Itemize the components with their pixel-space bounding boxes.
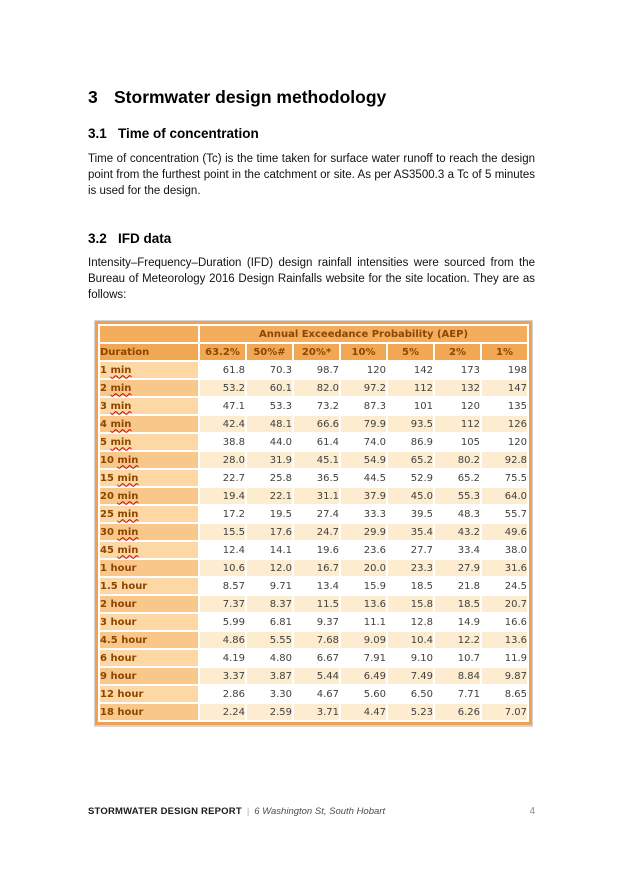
- table-row: [100, 704, 527, 720]
- value-cell: 10.4: [388, 632, 433, 648]
- value-cell: 101: [388, 398, 433, 414]
- value-cell: 23.3: [388, 560, 433, 576]
- spellcheck-underline: min: [117, 526, 139, 538]
- value-cell: 61.8: [200, 362, 245, 378]
- value-cell: 198: [482, 362, 527, 378]
- value-cell: 105: [435, 434, 480, 450]
- footer-address: 6 Washington St, South Hobart: [254, 806, 386, 817]
- probability-header-cell: 50%#: [247, 344, 292, 360]
- table-row: [100, 542, 527, 558]
- value-cell: 2.59: [247, 704, 292, 720]
- value-cell: 5.44: [294, 668, 339, 684]
- table-row: [100, 470, 527, 486]
- value-cell: 49.6: [482, 524, 527, 540]
- value-cell: 2.24: [200, 704, 245, 720]
- value-cell: 70.3: [247, 362, 292, 378]
- duration-unit: hour: [121, 634, 148, 646]
- value-cell: 142: [388, 362, 433, 378]
- value-cell: 6.81: [247, 614, 292, 630]
- paragraph-time-of-concentration: Time of concentration (Tc) is the time taken for surface water runoff to reach the design point from the furthest point in the catchment or site. As per AS3500.3 a Tc of 5 minutes is used for the design.: [88, 153, 535, 197]
- value-cell: 173: [435, 362, 480, 378]
- value-cell: 6.49: [341, 668, 386, 684]
- value-cell: 98.7: [294, 362, 339, 378]
- table-row: [100, 416, 527, 432]
- value-cell: 23.6: [341, 542, 386, 558]
- duration-header-cell: Duration: [100, 344, 198, 360]
- value-cell: 13.6: [341, 596, 386, 612]
- value-cell: 18.5: [388, 578, 433, 594]
- value-cell: 7.07: [482, 704, 527, 720]
- value-cell: 112: [435, 416, 480, 432]
- spellcheck-underline: min: [110, 364, 132, 376]
- table-row: [100, 596, 527, 612]
- table-row: [100, 506, 527, 522]
- value-cell: 8.37: [247, 596, 292, 612]
- value-cell: 44.0: [247, 434, 292, 450]
- value-cell: 4.67: [294, 686, 339, 702]
- value-cell: 13.6: [482, 632, 527, 648]
- value-cell: 5.55: [247, 632, 292, 648]
- value-cell: 3.37: [200, 668, 245, 684]
- value-cell: 7.49: [388, 668, 433, 684]
- table-row: [100, 686, 527, 702]
- value-cell: 52.9: [388, 470, 433, 486]
- value-cell: 25.8: [247, 470, 292, 486]
- value-cell: 15.8: [388, 596, 433, 612]
- section-heading-ifd-data: [88, 230, 535, 247]
- value-cell: 80.2: [435, 452, 480, 468]
- duration-unit: hour: [110, 616, 137, 628]
- duration-cell: 10 min: [100, 452, 198, 468]
- spellcheck-underline: min: [110, 436, 132, 448]
- value-cell: 48.1: [247, 416, 292, 432]
- value-cell: 11.1: [341, 614, 386, 630]
- value-cell: 12.4: [200, 542, 245, 558]
- spellcheck-underline: min: [110, 418, 132, 430]
- value-cell: 75.5: [482, 470, 527, 486]
- table-row: [100, 380, 527, 396]
- value-cell: 7.91: [341, 650, 386, 666]
- table-row: [100, 434, 527, 450]
- value-cell: 27.4: [294, 506, 339, 522]
- value-cell: 9.09: [341, 632, 386, 648]
- value-cell: 17.2: [200, 506, 245, 522]
- probability-header-cell: 1%: [482, 344, 527, 360]
- value-cell: 7.71: [435, 686, 480, 702]
- value-cell: 5.60: [341, 686, 386, 702]
- value-cell: 10.6: [200, 560, 245, 576]
- table-row: [100, 488, 527, 504]
- value-cell: 3.87: [247, 668, 292, 684]
- duration-cell: 1 min: [100, 362, 198, 378]
- heading-number: 3: [88, 87, 98, 107]
- table-row: [100, 668, 527, 684]
- value-cell: 4.86: [200, 632, 245, 648]
- value-cell: 35.4: [388, 524, 433, 540]
- value-cell: 6.67: [294, 650, 339, 666]
- spellcheck-underline: min: [117, 490, 139, 502]
- value-cell: 36.5: [294, 470, 339, 486]
- value-cell: 8.65: [482, 686, 527, 702]
- value-cell: 31.9: [247, 452, 292, 468]
- value-cell: 33.4: [435, 542, 480, 558]
- value-cell: 27.9: [435, 560, 480, 576]
- value-cell: 61.4: [294, 434, 339, 450]
- duration-cell: 2 min: [100, 380, 198, 396]
- duration-unit: hour: [117, 706, 144, 718]
- probability-header-cell: 5%: [388, 344, 433, 360]
- duration-cell: 12 hour: [100, 686, 198, 702]
- table-header-row: [100, 326, 527, 342]
- value-cell: 12.2: [435, 632, 480, 648]
- duration-cell: 4.5 hour: [100, 632, 198, 648]
- value-cell: 28.0: [200, 452, 245, 468]
- value-cell: 8.84: [435, 668, 480, 684]
- value-cell: 64.0: [482, 488, 527, 504]
- value-cell: 126: [482, 416, 527, 432]
- probability-header-cell: 20%*: [294, 344, 339, 360]
- value-cell: 6.26: [435, 704, 480, 720]
- value-cell: 4.47: [341, 704, 386, 720]
- value-cell: 39.5: [388, 506, 433, 522]
- spellcheck-underline: min: [117, 472, 139, 484]
- value-cell: 14.1: [247, 542, 292, 558]
- value-cell: 3.71: [294, 704, 339, 720]
- spellcheck-underline: min: [110, 382, 132, 394]
- value-cell: 16.7: [294, 560, 339, 576]
- value-cell: 2.86: [200, 686, 245, 702]
- duration-cell: 6 hour: [100, 650, 198, 666]
- spellcheck-underline: min: [110, 400, 132, 412]
- value-cell: 24.7: [294, 524, 339, 540]
- footer-separator: |: [246, 806, 250, 817]
- section-title: Time of concentration: [118, 126, 259, 141]
- value-cell: 12.8: [388, 614, 433, 630]
- value-cell: 97.2: [341, 380, 386, 396]
- duration-cell: 45 min: [100, 542, 198, 558]
- value-cell: 120: [435, 398, 480, 414]
- value-cell: 15.9: [341, 578, 386, 594]
- page-number: 4: [529, 806, 535, 817]
- value-cell: 43.2: [435, 524, 480, 540]
- value-cell: 65.2: [435, 470, 480, 486]
- page-footer: [88, 806, 535, 817]
- duration-cell: 5 min: [100, 434, 198, 450]
- value-cell: 9.37: [294, 614, 339, 630]
- value-cell: 66.6: [294, 416, 339, 432]
- value-cell: 53.2: [200, 380, 245, 396]
- value-cell: 8.57: [200, 578, 245, 594]
- value-cell: 27.7: [388, 542, 433, 558]
- value-cell: 21.8: [435, 578, 480, 594]
- value-cell: 9.87: [482, 668, 527, 684]
- duration-cell: 2 hour: [100, 596, 198, 612]
- table-row: [100, 578, 527, 594]
- duration-cell: 3 hour: [100, 614, 198, 630]
- value-cell: 86.9: [388, 434, 433, 450]
- table-corner-cell: [100, 326, 198, 342]
- duration-cell: 20 min: [100, 488, 198, 504]
- value-cell: 20.0: [341, 560, 386, 576]
- value-cell: 48.3: [435, 506, 480, 522]
- duration-unit: hour: [117, 688, 144, 700]
- value-cell: 37.9: [341, 488, 386, 504]
- value-cell: 22.7: [200, 470, 245, 486]
- value-cell: 18.5: [435, 596, 480, 612]
- heading-text: Stormwater design methodology: [114, 87, 387, 107]
- value-cell: 15.5: [200, 524, 245, 540]
- duration-cell: 4 min: [100, 416, 198, 432]
- value-cell: 33.3: [341, 506, 386, 522]
- duration-unit: hour: [110, 598, 137, 610]
- value-cell: 42.4: [200, 416, 245, 432]
- table-row: [100, 452, 527, 468]
- value-cell: 120: [341, 362, 386, 378]
- ifd-data-table: [95, 321, 532, 725]
- value-cell: 73.2: [294, 398, 339, 414]
- spellcheck-underline: min: [117, 454, 139, 466]
- value-cell: 4.19: [200, 650, 245, 666]
- value-cell: 20.7: [482, 596, 527, 612]
- value-cell: 93.5: [388, 416, 433, 432]
- value-cell: 74.0: [341, 434, 386, 450]
- value-cell: 14.9: [435, 614, 480, 630]
- value-cell: 65.2: [388, 452, 433, 468]
- table-row: [100, 614, 527, 630]
- duration-cell: 25 min: [100, 506, 198, 522]
- duration-cell: 15 min: [100, 470, 198, 486]
- value-cell: 10.7: [435, 650, 480, 666]
- value-cell: 53.3: [247, 398, 292, 414]
- value-cell: 6.50: [388, 686, 433, 702]
- table-row: [100, 524, 527, 540]
- table-row: [100, 650, 527, 666]
- value-cell: 5.99: [200, 614, 245, 630]
- duration-cell: 18 hour: [100, 704, 198, 720]
- duration-cell: 9 hour: [100, 668, 198, 684]
- duration-unit: hour: [121, 580, 148, 592]
- probability-header-cell: 63.2%: [200, 344, 245, 360]
- value-cell: 9.10: [388, 650, 433, 666]
- duration-cell: 1 hour: [100, 560, 198, 576]
- value-cell: 24.5: [482, 578, 527, 594]
- value-cell: 17.6: [247, 524, 292, 540]
- value-cell: 11.5: [294, 596, 339, 612]
- value-cell: 112: [388, 380, 433, 396]
- value-cell: 38.8: [200, 434, 245, 450]
- value-cell: 31.6: [482, 560, 527, 576]
- document-page: [88, 0, 535, 732]
- section-heading-time-of-concentration: [88, 125, 535, 142]
- duration-unit: hour: [110, 562, 137, 574]
- ifd-table: [94, 320, 533, 727]
- probability-header-cell: 10%: [341, 344, 386, 360]
- value-cell: 120: [482, 434, 527, 450]
- table-row: [100, 362, 527, 378]
- value-cell: 13.4: [294, 578, 339, 594]
- duration-cell: 1.5 hour: [100, 578, 198, 594]
- value-cell: 55.3: [435, 488, 480, 504]
- table-title-cell: Annual Exceedance Probability (AEP): [200, 326, 527, 342]
- duration-cell: 3 min: [100, 398, 198, 414]
- value-cell: 44.5: [341, 470, 386, 486]
- value-cell: 7.37: [200, 596, 245, 612]
- value-cell: 11.9: [482, 650, 527, 666]
- value-cell: 132: [435, 380, 480, 396]
- value-cell: 79.9: [341, 416, 386, 432]
- table-subheader-row: [100, 344, 527, 360]
- value-cell: 5.23: [388, 704, 433, 720]
- value-cell: 12.0: [247, 560, 292, 576]
- value-cell: 29.9: [341, 524, 386, 540]
- value-cell: 19.6: [294, 542, 339, 558]
- value-cell: 38.0: [482, 542, 527, 558]
- value-cell: 47.1: [200, 398, 245, 414]
- value-cell: 92.8: [482, 452, 527, 468]
- value-cell: 82.0: [294, 380, 339, 396]
- value-cell: 16.6: [482, 614, 527, 630]
- value-cell: 4.80: [247, 650, 292, 666]
- value-cell: 22.1: [247, 488, 292, 504]
- value-cell: 54.9: [341, 452, 386, 468]
- probability-header-cell: 2%: [435, 344, 480, 360]
- paragraph-ifd-data: Intensity–Frequency–Duration (IFD) design rainfall intensities were sourced from the Bureau of Meteorology 2016 Design Rainfalls website for the site location. They are as follows:: [88, 257, 535, 301]
- section-number: 3.2: [88, 231, 107, 246]
- value-cell: 19.5: [247, 506, 292, 522]
- value-cell: 60.1: [247, 380, 292, 396]
- value-cell: 9.71: [247, 578, 292, 594]
- duration-unit: hour: [110, 670, 137, 682]
- value-cell: 45.0: [388, 488, 433, 504]
- spellcheck-underline: min: [117, 544, 139, 556]
- footer-report-title: STORMWATER DESIGN REPORT: [88, 806, 242, 817]
- value-cell: 147: [482, 380, 527, 396]
- value-cell: 7.68: [294, 632, 339, 648]
- duration-cell: 30 min: [100, 524, 198, 540]
- duration-unit: hour: [110, 652, 137, 664]
- value-cell: 31.1: [294, 488, 339, 504]
- value-cell: 87.3: [341, 398, 386, 414]
- value-cell: 45.1: [294, 452, 339, 468]
- table-row: [100, 398, 527, 414]
- value-cell: 135: [482, 398, 527, 414]
- value-cell: 3.30: [247, 686, 292, 702]
- section-number: 3.1: [88, 126, 107, 141]
- section-title: IFD data: [118, 231, 172, 246]
- table-row: [100, 560, 527, 576]
- page-title: [88, 86, 535, 108]
- table-row: [100, 632, 527, 648]
- spellcheck-underline: min: [117, 508, 139, 520]
- value-cell: 19.4: [200, 488, 245, 504]
- value-cell: 55.7: [482, 506, 527, 522]
